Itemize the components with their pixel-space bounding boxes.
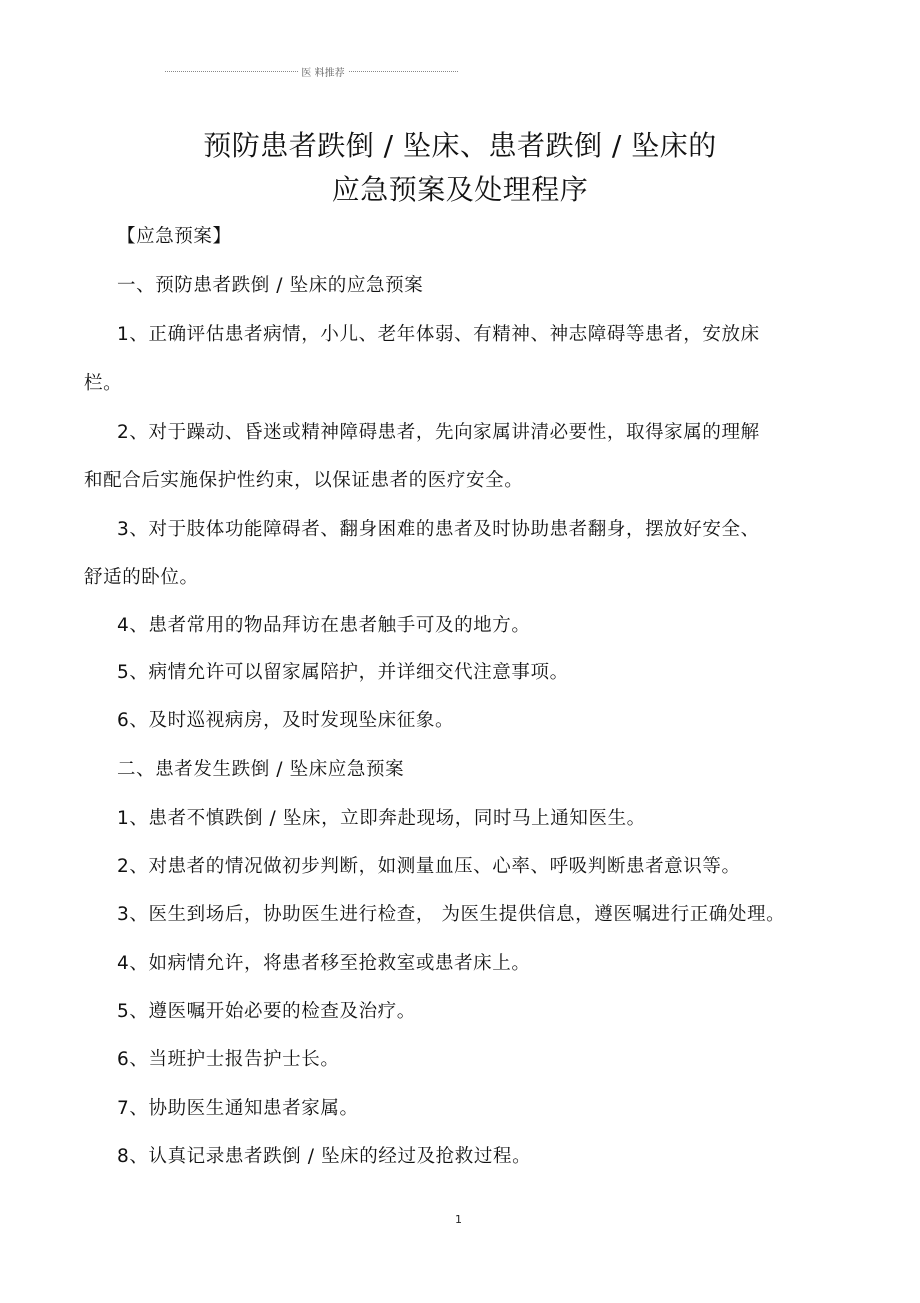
part2-item-3: 3、医生到场后，协助医生进行检查， 为医生提供信息，遵医嘱进行正确处理。: [117, 904, 786, 925]
part2-item-7: 7、协助医生通知患者家属。: [117, 1098, 359, 1119]
part1-item-2-cont: 和配合后实施保护性约束，以保证患者的医疗安全。: [84, 470, 524, 491]
part2-heading: 二、患者发生跌倒 / 坠床应急预案: [117, 759, 405, 780]
part1-heading: 一、预防患者跌倒 / 坠床的应急预案: [117, 275, 424, 296]
part2-item-1: 1、患者不慎跌倒 / 坠床，立即奔赴现场，同时马上通知医生。: [117, 808, 646, 829]
header-text: 医 料推荐: [298, 68, 347, 79]
part2-item-5: 5、遵医嘱开始必要的检查及治疗。: [117, 1001, 416, 1022]
part2-item-8: 8、认真记录患者跌倒 / 坠床的经过及抢救过程。: [117, 1146, 532, 1167]
part1-item-4: 4、患者常用的物品拜访在患者触手可及的地方。: [117, 615, 531, 636]
part1-item-1: 1、正确评估患者病情，小儿、老年体弱、有精神、神志障碍等患者，安放床: [117, 324, 760, 345]
part1-item-1-cont: 栏。: [84, 373, 123, 394]
document-title-line1: 预防患者跌倒 / 坠床、患者跌倒 / 坠床的: [203, 129, 717, 162]
part2-item-4: 4、如病情允许，将患者移至抢救室或患者床上。: [117, 953, 531, 974]
part1-item-5: 5、病情允许可以留家属陪护，并详细交代注意事项。: [117, 662, 569, 683]
part1-item-2: 2、对于躁动、昏迷或精神障碍患者，先向家属讲清必要性，取得家属的理解: [117, 422, 760, 443]
part1-item-3: 3、对于肢体功能障碍者、翻身困难的患者及时协助患者翻身，摆放好安全、: [117, 519, 760, 540]
part2-item-2: 2、对患者的情况做初步判断，如测量血压、心率、呼吸判断患者意识等。: [117, 856, 741, 877]
part2-item-6: 6、当班护士报告护士长。: [117, 1049, 340, 1070]
part1-item-3-cont: 舒适的卧位。: [84, 567, 199, 588]
part1-item-6: 6、及时巡视病房，及时发现坠床征象。: [117, 710, 455, 731]
section-label: 【应急预案】: [117, 226, 232, 247]
page-number: 1: [455, 1213, 462, 1226]
document-title-line2: 应急预案及处理程序: [331, 173, 589, 206]
